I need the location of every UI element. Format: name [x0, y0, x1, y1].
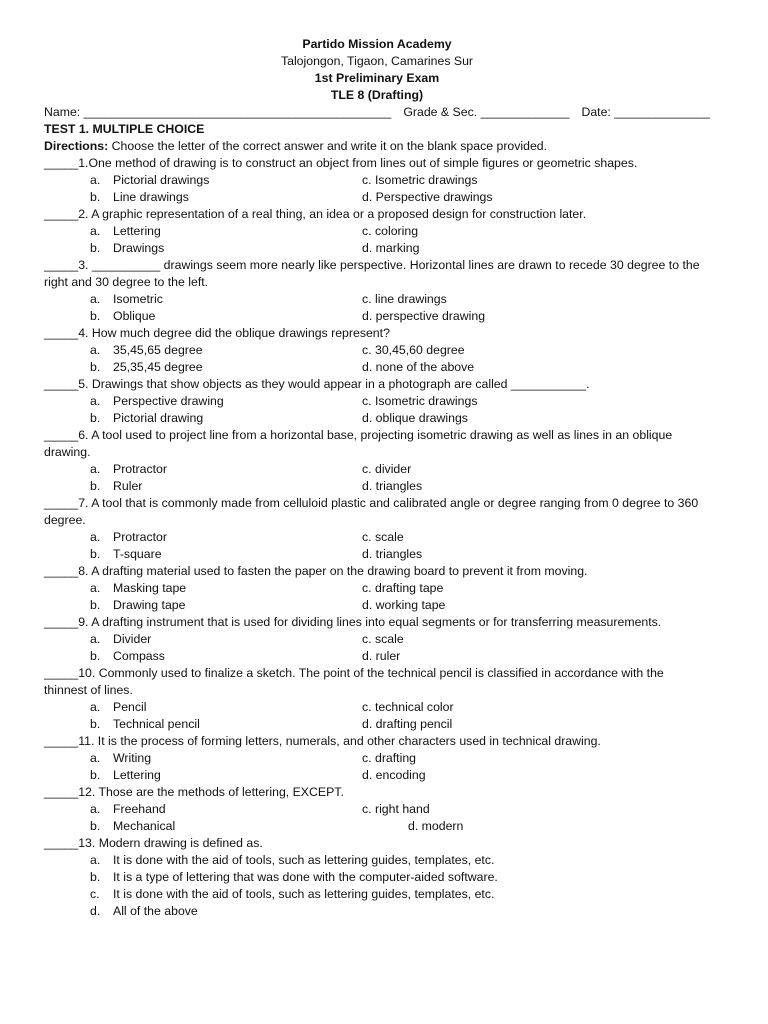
option-letter: a.: [90, 750, 101, 765]
option-c: c. line drawings: [362, 291, 447, 306]
question-1: [44, 155, 710, 206]
option-d: [90, 903, 710, 920]
option-b: [90, 478, 362, 495]
option-text: Lettering: [113, 767, 161, 782]
option-text: Compass: [113, 648, 165, 663]
option-b: [90, 359, 362, 376]
option-a: [90, 699, 362, 716]
option-b: [90, 410, 362, 427]
option-letter: b.: [90, 359, 101, 374]
option-b: [90, 308, 362, 325]
question-text: _____8. A drafting material used to fasten the paper on the drawing board to prevent it from moving.: [44, 563, 588, 578]
option-text: Drawing tape: [113, 597, 186, 612]
option-letter: b.: [90, 240, 101, 255]
option-grid: [44, 393, 710, 427]
test-title: TEST 1. MULTIPLE CHOICE: [44, 121, 205, 136]
option-text: All of the above: [113, 903, 198, 918]
subject-title: TLE 8 (Drafting): [330, 87, 424, 102]
option-a: [90, 852, 710, 869]
school-name: Partido Mission Academy: [302, 37, 452, 51]
option-text: Protractor: [113, 529, 167, 544]
question-text: _____6. A tool used to project line from a horizontal base, projecting isometric drawing as well as lines in an oblique drawing.: [44, 427, 673, 459]
option-letter: b.: [90, 818, 101, 833]
option-text: Ruler: [113, 478, 143, 493]
question-text: _____13. Modern drawing is defined as.: [44, 835, 263, 850]
option-text: Line drawings: [113, 189, 189, 204]
option-letter: b.: [90, 189, 101, 204]
option-c: c. right hand: [362, 801, 430, 816]
option-c: c. divider: [362, 461, 412, 476]
option-b: [90, 648, 362, 665]
option-c: c. Isometric drawings: [362, 393, 478, 408]
option-letter: a.: [90, 342, 101, 357]
option-d: d. triangles: [362, 546, 423, 561]
option-a: [90, 580, 362, 597]
option-letter: a.: [90, 172, 101, 187]
option-letter: b.: [90, 410, 101, 425]
school-address: Talojongon, Tigaon, Camarines Sur: [280, 53, 474, 68]
question-2: [44, 206, 710, 257]
question-text: _____5. Drawings that show objects as they would appear in a photograph are called ___________.: [44, 376, 590, 391]
exam-title: 1st Preliminary Exam: [314, 70, 440, 85]
option-letter: b.: [90, 716, 101, 731]
option-text: Protractor: [113, 461, 167, 476]
option-c: c. drafting tape: [362, 580, 444, 595]
option-grid: [44, 631, 710, 665]
option-text: Pictorial drawings: [113, 172, 210, 187]
option-c: c. scale: [362, 631, 404, 646]
option-c: c. 30,45,60 degree: [362, 342, 465, 357]
option-text: Lettering: [113, 223, 161, 238]
option-a: [90, 223, 362, 240]
directions-text: Choose the letter of the correct answer and write it on the blank space provided.: [108, 138, 548, 153]
option-a: [90, 172, 362, 189]
option-letter: c.: [90, 886, 100, 901]
option-d: d. triangles: [362, 478, 423, 493]
option-a: [90, 750, 362, 767]
option-grid: [44, 461, 710, 495]
option-c: [90, 886, 710, 903]
option-list: [44, 852, 710, 920]
option-text: Pictorial drawing: [113, 410, 204, 425]
option-grid: [44, 699, 710, 733]
question-7: [44, 495, 710, 563]
option-grid: [44, 342, 710, 376]
option-letter: a.: [90, 699, 101, 714]
option-text: Drawings: [113, 240, 165, 255]
option-d: d. Perspective drawings: [362, 189, 493, 204]
option-grid: [44, 291, 710, 325]
option-text: Pencil: [113, 699, 147, 714]
option-text: Freehand: [113, 801, 166, 816]
option-b: [90, 767, 362, 784]
option-grid: [44, 750, 710, 784]
option-d: d. none of the above: [362, 359, 475, 374]
option-letter: a.: [90, 631, 101, 646]
option-a: [90, 393, 362, 410]
option-text: T-square: [113, 546, 162, 561]
option-letter: a.: [90, 801, 101, 816]
question-text: _____1.One method of drawing is to construct an object from lines out of simple figures or geometric shapes.: [44, 155, 638, 170]
directions: [44, 138, 710, 155]
option-b: [90, 240, 362, 257]
option-d: d. oblique drawings: [362, 410, 468, 425]
option-d: d. encoding: [362, 767, 426, 782]
option-text: It is a type of lettering that was done with the computer-aided software.: [113, 869, 498, 884]
option-a: [90, 529, 362, 546]
question-text: _____10. Commonly used to finalize a sketch. The point of the technical pencil is classified in accordance with the thinnest of lines.: [44, 665, 664, 697]
question-6: [44, 427, 710, 495]
option-d: d. marking: [362, 240, 420, 255]
option-grid: [44, 223, 710, 257]
directions-label: Directions:: [44, 138, 109, 153]
option-text: 25,35,45 degree: [113, 359, 203, 374]
name-field: Name: _____________________________________________: [44, 104, 392, 119]
question-text: _____4. How much degree did the oblique drawings represent?: [44, 325, 390, 340]
option-c: c. Isometric drawings: [362, 172, 478, 187]
option-letter: b.: [90, 308, 101, 323]
option-letter: b.: [90, 597, 101, 612]
question-list: [44, 155, 710, 835]
option-letter: d.: [90, 903, 101, 918]
date-field: Date: ______________: [581, 104, 710, 119]
option-letter: a.: [90, 223, 101, 238]
option-text: It is done with the aid of tools, such as lettering guides, templates, etc.: [113, 886, 495, 901]
option-text: Mechanical: [113, 818, 176, 833]
question-text: _____2. A graphic representation of a real thing, an idea or a proposed design for construction later.: [44, 206, 587, 221]
option-d: d. drafting pencil: [362, 716, 453, 731]
option-letter: a.: [90, 852, 101, 867]
option-d: d. working tape: [362, 597, 446, 612]
option-d: d. perspective drawing: [362, 308, 486, 323]
option-c: c. technical color: [362, 699, 454, 714]
option-a: [90, 291, 362, 308]
question-10: [44, 665, 710, 733]
question-text: _____9. A drafting instrument that is used for dividing lines into equal segments or for transferring measurements.: [44, 614, 662, 629]
question-text: _____7. A tool that is commonly made from celluloid plastic and calibrated angle or degree ranging from 0 degree to 360 degree.: [44, 495, 699, 527]
option-letter: b.: [90, 869, 101, 884]
option-b: [90, 869, 710, 886]
option-letter: a.: [90, 393, 101, 408]
option-text: It is done with the aid of tools, such as lettering guides, templates, etc.: [113, 852, 495, 867]
question-9: [44, 614, 710, 665]
option-a: [90, 461, 362, 478]
option-grid: [44, 801, 710, 835]
option-letter: a.: [90, 529, 101, 544]
exam-header: [44, 36, 710, 104]
option-c: c. coloring: [362, 223, 419, 238]
option-text: Writing: [113, 750, 152, 765]
option-d: d. ruler: [362, 648, 401, 663]
option-letter: b.: [90, 478, 101, 493]
question-text: _____11. It is the process of forming letters, numerals, and other characters used in technical drawing.: [44, 733, 601, 748]
option-letter: b.: [90, 767, 101, 782]
option-text: Technical pencil: [113, 716, 200, 731]
question-11: [44, 733, 710, 784]
option-a: [90, 342, 362, 359]
option-b: [90, 716, 362, 733]
option-letter: b.: [90, 648, 101, 663]
option-letter: a.: [90, 461, 101, 476]
option-letter: a.: [90, 580, 101, 595]
option-text: 35,45,65 degree: [113, 342, 203, 357]
option-text: Masking tape: [113, 580, 187, 595]
option-a: [90, 631, 362, 648]
option-text: Isometric: [113, 291, 163, 306]
option-letter: b.: [90, 546, 101, 561]
question-5: [44, 376, 710, 427]
option-b: [90, 818, 362, 835]
option-grid: [44, 580, 710, 614]
option-b: [90, 189, 362, 206]
question-text: _____3. __________ drawings seem more nearly like perspective. Horizontal lines are drawn to recede 30 degree to the right and 30 degree to the left.: [44, 257, 700, 289]
question-8: [44, 563, 710, 614]
option-text: Perspective drawing: [113, 393, 224, 408]
question-3: [44, 257, 710, 325]
option-grid: [44, 172, 710, 206]
option-text: Divider: [113, 631, 152, 646]
option-c: c. drafting: [362, 750, 416, 765]
question-4: [44, 325, 710, 376]
option-b: [90, 597, 362, 614]
student-info-row: [44, 104, 710, 121]
option-letter: a.: [90, 291, 101, 306]
option-grid: [44, 529, 710, 563]
grade-section-field: Grade & Sec. _____________: [403, 104, 570, 119]
question-12: [44, 784, 710, 835]
question-text: _____12. Those are the methods of lettering, EXCEPT.: [44, 784, 344, 799]
option-text: Oblique: [113, 308, 156, 323]
option-b: [90, 546, 362, 563]
option-d: d. modern: [408, 818, 464, 833]
option-c: c. scale: [362, 529, 404, 544]
option-a: [90, 801, 362, 818]
question-13: [44, 835, 710, 920]
